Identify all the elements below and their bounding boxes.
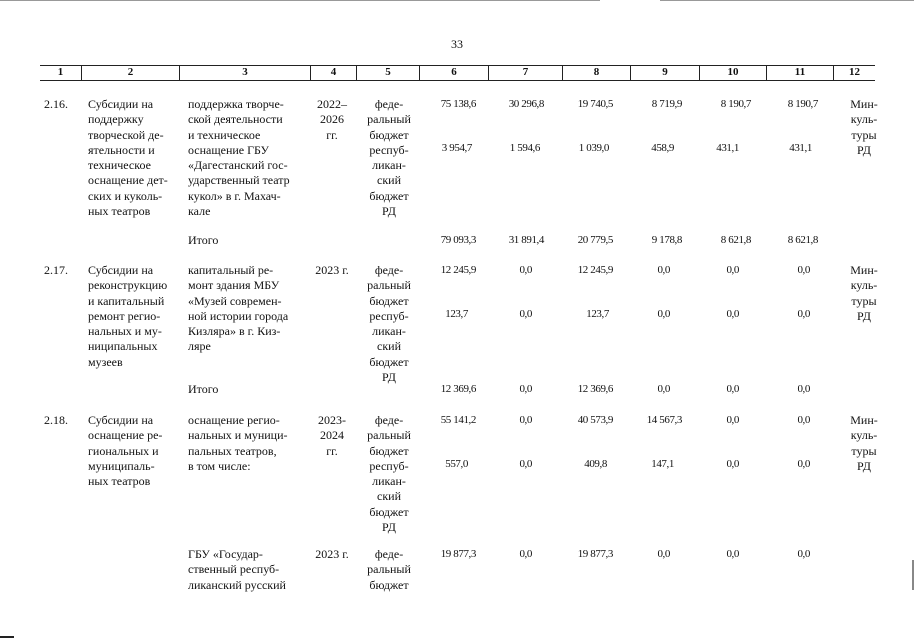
- row-2-17-fed-col7: 0,0: [519, 264, 532, 276]
- subrow-gbu-period: 2023 г.: [315, 547, 349, 561]
- row-2-16-name: Субсидии на поддержку творческой де- ятельности и техническое оснащение дет- ских и куколь- ных театров: [88, 97, 168, 219]
- row-2-16-description: поддержка творче- ской деятельности и техническое оснащение ГБУ «Дагестанский гос- ударственный театр кукол» в г. Махач- кале: [188, 97, 290, 219]
- row-2-16-rep-col11: 431,1: [789, 142, 812, 154]
- row-2-18-fed-col9: 14 567,3: [646, 414, 682, 426]
- row-2-18-rep-col9: 147,1: [651, 458, 674, 470]
- row-2-16-total-col8: 20 779,5: [577, 234, 613, 246]
- row-2-17-fed-total: 12 245,9: [440, 264, 476, 276]
- subrow-gbu-fed-col11: 0,0: [797, 548, 810, 560]
- row-2-18-description: оснащение регио- нальных и муници- пальных театров, в том числе:: [188, 413, 288, 473]
- row-2-18-rep-col11: 0,0: [797, 458, 810, 470]
- row-2-17-total-col11: 0,0: [797, 383, 810, 395]
- row-2-16-rep-col10: 431,1: [716, 142, 739, 154]
- subrow-gbu-fed-col8: 19 877,3: [577, 548, 613, 560]
- row-2-18-responsible: Мин- куль- туры РД: [850, 413, 878, 473]
- row-2-18-rep-col8: 409,8: [584, 458, 607, 470]
- row-2-16-total-label: Итого: [188, 233, 219, 247]
- row-2-16-rep-col8: 1 039,0: [578, 142, 609, 154]
- row-2-18-fed-col7: 0,0: [519, 414, 532, 426]
- subrow-gbu-fed-col10: 0,0: [726, 548, 739, 560]
- row-2-16-fed-col10: 8 190,7: [720, 98, 751, 110]
- row-2-16-rep-col7: 1 594,6: [509, 142, 540, 154]
- row-2-16-total-sum: 79 093,3: [440, 234, 476, 246]
- row-2-18-rep-col10: 0,0: [726, 458, 739, 470]
- row-2-17-total-sum: 12 369,6: [440, 383, 476, 395]
- row-2-17-rep-col8: 123,7: [586, 308, 609, 320]
- row-2-17-description: капитальный ре- монт здания МБУ «Музей современ- ной истории города Кизляра» в г. Киз- ляре: [188, 263, 289, 354]
- row-2-17-total-col7: 0,0: [519, 383, 532, 395]
- row-2-17-total-col8: 12 369,6: [577, 383, 613, 395]
- scan-top-edge-line: [0, 0, 600, 1]
- header-col-6: 6: [419, 66, 488, 80]
- header-col-4: 4: [310, 66, 356, 80]
- scan-edge-mark-left: [0, 636, 14, 638]
- row-2-17-total-col10: 0,0: [726, 383, 739, 395]
- row-2-17-fed-col8: 12 245,9: [577, 264, 613, 276]
- header-col-9: 9: [630, 66, 699, 80]
- subrow-gbu-fed-total: 19 877,3: [440, 548, 476, 560]
- row-2-16-funding-source: феде- ральный бюджет респуб- ликан- ский бюджет РД: [367, 97, 411, 219]
- row-2-17-name: Субсидии на реконструкцию и капитальный ремонт регио- нальных и му- ниципальных музеев: [88, 263, 168, 369]
- header-col-7: 7: [488, 66, 562, 80]
- row-2-16-total-col11: 8 621,8: [787, 234, 818, 246]
- row-2-18-fed-col10: 0,0: [726, 414, 739, 426]
- row-2-17-total-label: Итого: [188, 382, 219, 396]
- row-2-17-rep-col11: 0,0: [797, 308, 810, 320]
- header-col-1: 1: [57, 66, 64, 78]
- row-2-17-fed-col10: 0,0: [726, 264, 739, 276]
- row-2-18-fed-col8: 40 573,9: [577, 414, 613, 426]
- row-2-18-rep-total: 557,0: [445, 458, 468, 470]
- table-header-row: [40, 65, 875, 81]
- row-2-17-rep-col10: 0,0: [726, 308, 739, 320]
- row-2-17-total-col9: 0,0: [657, 383, 670, 395]
- header-col-3: 3: [179, 66, 310, 80]
- row-2-16-period: 2022– 2026 гг.: [317, 97, 347, 142]
- header-col-8: 8: [562, 66, 630, 80]
- subrow-gbu-funding-source: феде- ральный бюджет: [367, 547, 411, 592]
- row-2-16-rep-col9: 458,9: [651, 142, 674, 154]
- header-col-10: 10: [699, 66, 766, 80]
- row-2-18-fed-total: 55 141,2: [440, 414, 476, 426]
- header-col-2: 2: [81, 66, 179, 80]
- row-2-16-total-col7: 31 891,4: [508, 234, 544, 246]
- subrow-gbu-description: ГБУ «Государ- ственный респуб- ликанский русский: [188, 547, 286, 592]
- header-col-12: 12: [833, 66, 875, 80]
- row-2-17-rep-col7: 0,0: [519, 308, 532, 320]
- row-2-16-rep-total: 3 954,7: [441, 142, 472, 154]
- row-2-16-total-col10: 8 621,8: [720, 234, 751, 246]
- row-2-17-rep-total: 123,7: [445, 308, 468, 320]
- row-2-17-funding-source: феде- ральный бюджет респуб- ликан- ский бюджет РД: [367, 263, 411, 385]
- row-2-16-fed-col11: 8 190,7: [787, 98, 818, 110]
- row-2-17-number: 2.17.: [44, 263, 68, 277]
- row-2-16-fed-col7: 30 296,8: [508, 98, 544, 110]
- row-2-18-name: Субсидии на оснащение ре- гиональных и муниципаль- ных театров: [88, 413, 163, 489]
- subrow-gbu-fed-col9: 0,0: [657, 548, 670, 560]
- row-2-16-fed-col8: 19 740,5: [577, 98, 613, 110]
- row-2-17-responsible: Мин- куль- туры РД: [850, 263, 878, 323]
- page-number: 33: [451, 37, 463, 51]
- row-2-18-period: 2023- 2024 гг.: [318, 413, 346, 458]
- row-2-17-fed-col11: 0,0: [797, 264, 810, 276]
- header-col-5: 5: [356, 66, 419, 80]
- row-2-17-fed-col9: 0,0: [657, 264, 670, 276]
- row-2-16-fed-col9: 8 719,9: [651, 98, 682, 110]
- row-2-17-period: 2023 г.: [315, 263, 349, 277]
- row-2-16-number: 2.16.: [44, 97, 68, 111]
- row-2-16-fed-total: 75 138,6: [440, 98, 476, 110]
- row-2-16-responsible: Мин- куль- туры РД: [850, 97, 878, 157]
- row-2-17-rep-col9: 0,0: [657, 308, 670, 320]
- header-col-11: 11: [766, 66, 833, 80]
- row-2-18-funding-source: феде- ральный бюджет респуб- ликан- ский бюджет РД: [367, 413, 411, 535]
- row-2-16-total-col9: 9 178,8: [651, 234, 682, 246]
- row-2-18-rep-col7: 0,0: [519, 458, 532, 470]
- subrow-gbu-fed-col7: 0,0: [519, 548, 532, 560]
- row-2-18-fed-col11: 0,0: [797, 414, 810, 426]
- scan-top-edge-line-right: [660, 0, 914, 1]
- row-2-18-number: 2.18.: [44, 413, 68, 427]
